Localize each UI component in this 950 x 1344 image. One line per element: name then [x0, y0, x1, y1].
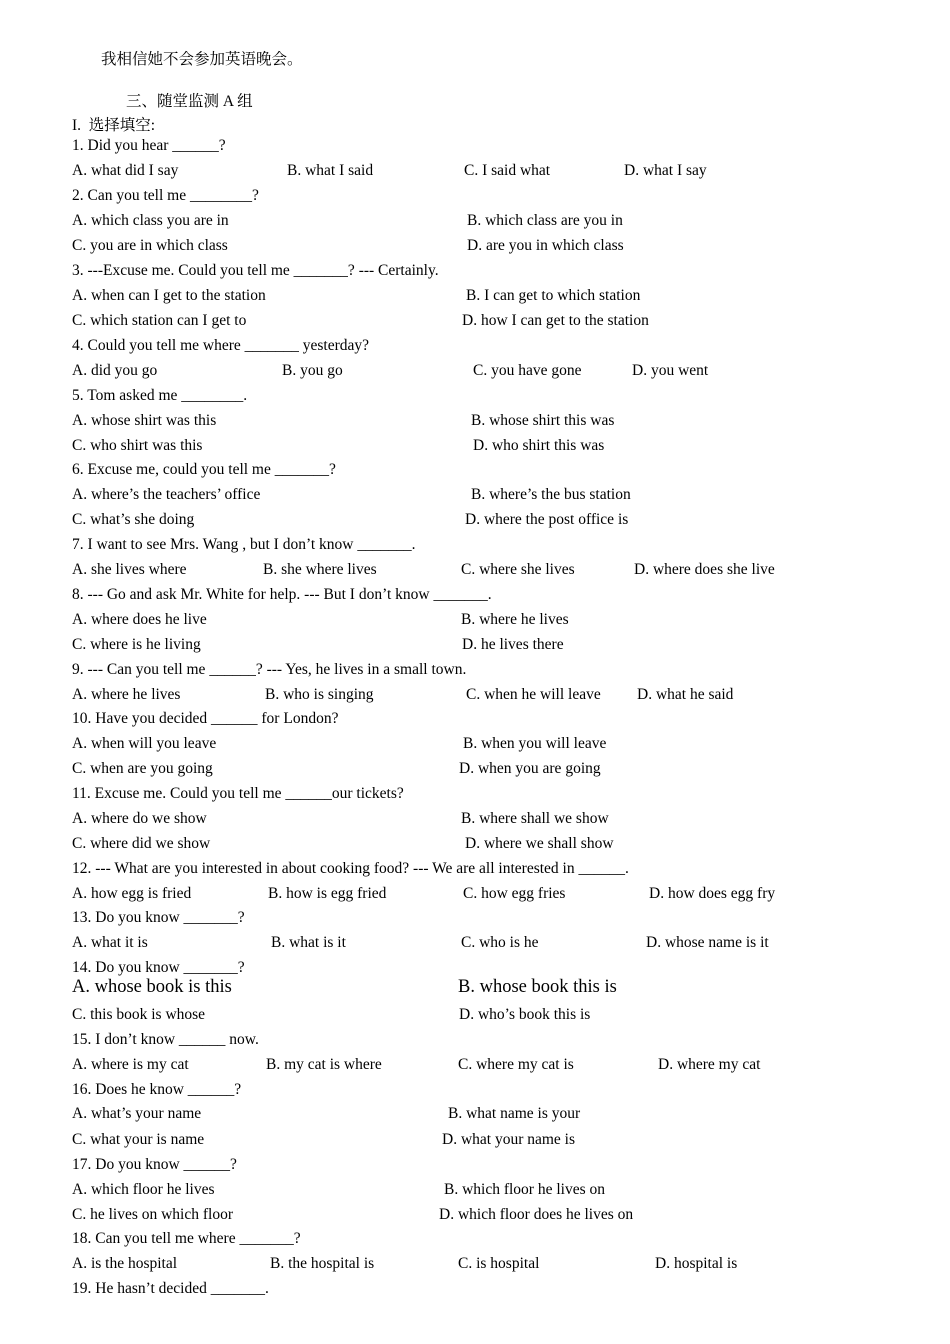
option-d: D. which floor does he lives on [439, 1206, 634, 1223]
option-a: A. did you go [72, 362, 158, 379]
option-c: C. I said what [464, 162, 551, 179]
option-d: D. where the post office is [465, 511, 629, 528]
question-stem: 12. --- What are you interested in about cooking food? --- We are all interested in ______. [72, 860, 629, 877]
question-stem: 4. Could you tell me where _______ yesterday? [72, 337, 370, 354]
option-a: A. where do we show [72, 810, 207, 827]
question-stem: 14. Do you know _______? [72, 959, 245, 976]
option-a: A. whose book is this [72, 977, 232, 997]
option-c: C. what’s she doing [72, 511, 195, 528]
option-c: C. you have gone [473, 362, 582, 379]
option-b: B. whose shirt this was [471, 412, 615, 429]
option-d: D. where we shall show [465, 835, 614, 852]
option-b: B. whose book this is [458, 977, 617, 997]
option-d: D. who shirt this was [473, 437, 605, 454]
question-stem: 2. Can you tell me ________? [72, 187, 259, 204]
question-stem: 5. Tom asked me ________. [72, 387, 248, 404]
option-d: D. what I say [624, 162, 707, 179]
option-d: D. when you are going [459, 760, 601, 777]
option-b: B. what is it [271, 934, 346, 951]
option-d: D. how I can get to the station [462, 312, 649, 329]
option-a: A. when will you leave [72, 735, 217, 752]
option-b: B. which class are you in [467, 212, 623, 229]
question-stem: 9. --- Can you tell me ______? --- Yes, he lives in a small town. [72, 661, 467, 678]
option-c: C. who is he [461, 934, 539, 951]
option-a: A. when can I get to the station [72, 287, 266, 304]
option-a: A. where does he live [72, 611, 207, 628]
option-a: A. what’s your name [72, 1105, 202, 1122]
question-stem: 10. Have you decided ______ for London? [72, 710, 339, 727]
option-c: C. who shirt was this [72, 437, 203, 454]
question-stem: 7. I want to see Mrs. Wang , but I don’t know _______. [72, 536, 416, 553]
question-stem: 13. Do you know _______? [72, 909, 245, 926]
question-stem: 11. Excuse me. Could you tell me ______our tickets? [72, 785, 404, 802]
option-a: A. how egg is fried [72, 885, 192, 902]
option-b: B. the hospital is [270, 1255, 375, 1272]
option-a: A. which class you are in [72, 212, 229, 229]
question-stem: 1. Did you hear ______? [72, 137, 226, 154]
option-d: D. hospital is [655, 1255, 738, 1272]
option-d: D. whose name is it [646, 934, 769, 951]
option-d: D. what he said [637, 686, 734, 703]
option-b: B. where shall we show [461, 810, 609, 827]
question-stem: 16. Does he know ______? [72, 1081, 242, 1098]
question-stem: 3. ---Excuse me. Could you tell me _______? --- Certainly. [72, 262, 439, 279]
option-c: C. when are you going [72, 760, 213, 777]
option-d: D. who’s book this is [459, 1006, 591, 1023]
option-a: A. where is my cat [72, 1056, 189, 1073]
option-c: C. where did we show [72, 835, 211, 852]
option-c: C. how egg fries [463, 885, 566, 902]
option-c: C. when he will leave [466, 686, 601, 703]
option-a: A. where he lives [72, 686, 181, 703]
option-c: C. which station can I get to [72, 312, 247, 329]
option-c: C. he lives on which floor [72, 1206, 234, 1223]
option-a: A. what it is [72, 934, 148, 951]
option-a: A. she lives where [72, 561, 187, 578]
option-b: B. what name is your [448, 1105, 581, 1122]
question-stem: 6. Excuse me, could you tell me _______? [72, 461, 336, 478]
option-d: D. where does she live [634, 561, 775, 578]
option-a: A. which floor he lives [72, 1181, 215, 1198]
intro-sentence: 我相信她不会参加英语晚会。 [101, 51, 303, 68]
option-d: D. what your name is [442, 1131, 576, 1148]
option-b: B. she where lives [263, 561, 377, 578]
option-d: D. he lives there [462, 636, 564, 653]
option-b: B. which floor he lives on [444, 1181, 606, 1198]
option-d: D. are you in which class [467, 237, 624, 254]
option-d: D. how does egg fry [649, 885, 776, 902]
option-b: B. who is singing [265, 686, 374, 703]
option-d: D. where my cat [658, 1056, 761, 1073]
question-stem: 18. Can you tell me where _______? [72, 1230, 301, 1247]
option-b: B. how is egg fried [268, 885, 387, 902]
option-a: A. what did I say [72, 162, 179, 179]
option-c: C. this book is whose [72, 1006, 206, 1023]
option-c: C. where is he living [72, 636, 201, 653]
option-d: D. you went [632, 362, 709, 379]
option-a: A. whose shirt was this [72, 412, 217, 429]
option-a: A. is the hospital [72, 1255, 178, 1272]
option-b: B. my cat is where [266, 1056, 382, 1073]
question-stem: 15. I don’t know ______ now. [72, 1031, 259, 1048]
option-b: B. where he lives [461, 611, 569, 628]
part-heading: I. 选择填空: [72, 117, 156, 134]
section-heading: 三、随堂监测 A 组 [126, 93, 253, 110]
option-c: C. where she lives [461, 561, 575, 578]
question-stem: 19. He hasn’t decided _______. [72, 1280, 269, 1297]
option-b: B. you go [282, 362, 343, 379]
option-b: B. I can get to which station [466, 287, 641, 304]
option-b: B. when you will leave [463, 735, 607, 752]
option-c: C. where my cat is [458, 1056, 574, 1073]
option-c: C. you are in which class [72, 237, 228, 254]
question-stem: 17. Do you know ______? [72, 1156, 237, 1173]
option-c: C. what your is name [72, 1131, 205, 1148]
option-c: C. is hospital [458, 1255, 540, 1272]
option-b: B. where’s the bus station [471, 486, 631, 503]
option-a: A. where’s the teachers’ office [72, 486, 261, 503]
option-b: B. what I said [287, 162, 374, 179]
question-stem: 8. --- Go and ask Mr. White for help. --- But I don’t know _______. [72, 586, 492, 603]
